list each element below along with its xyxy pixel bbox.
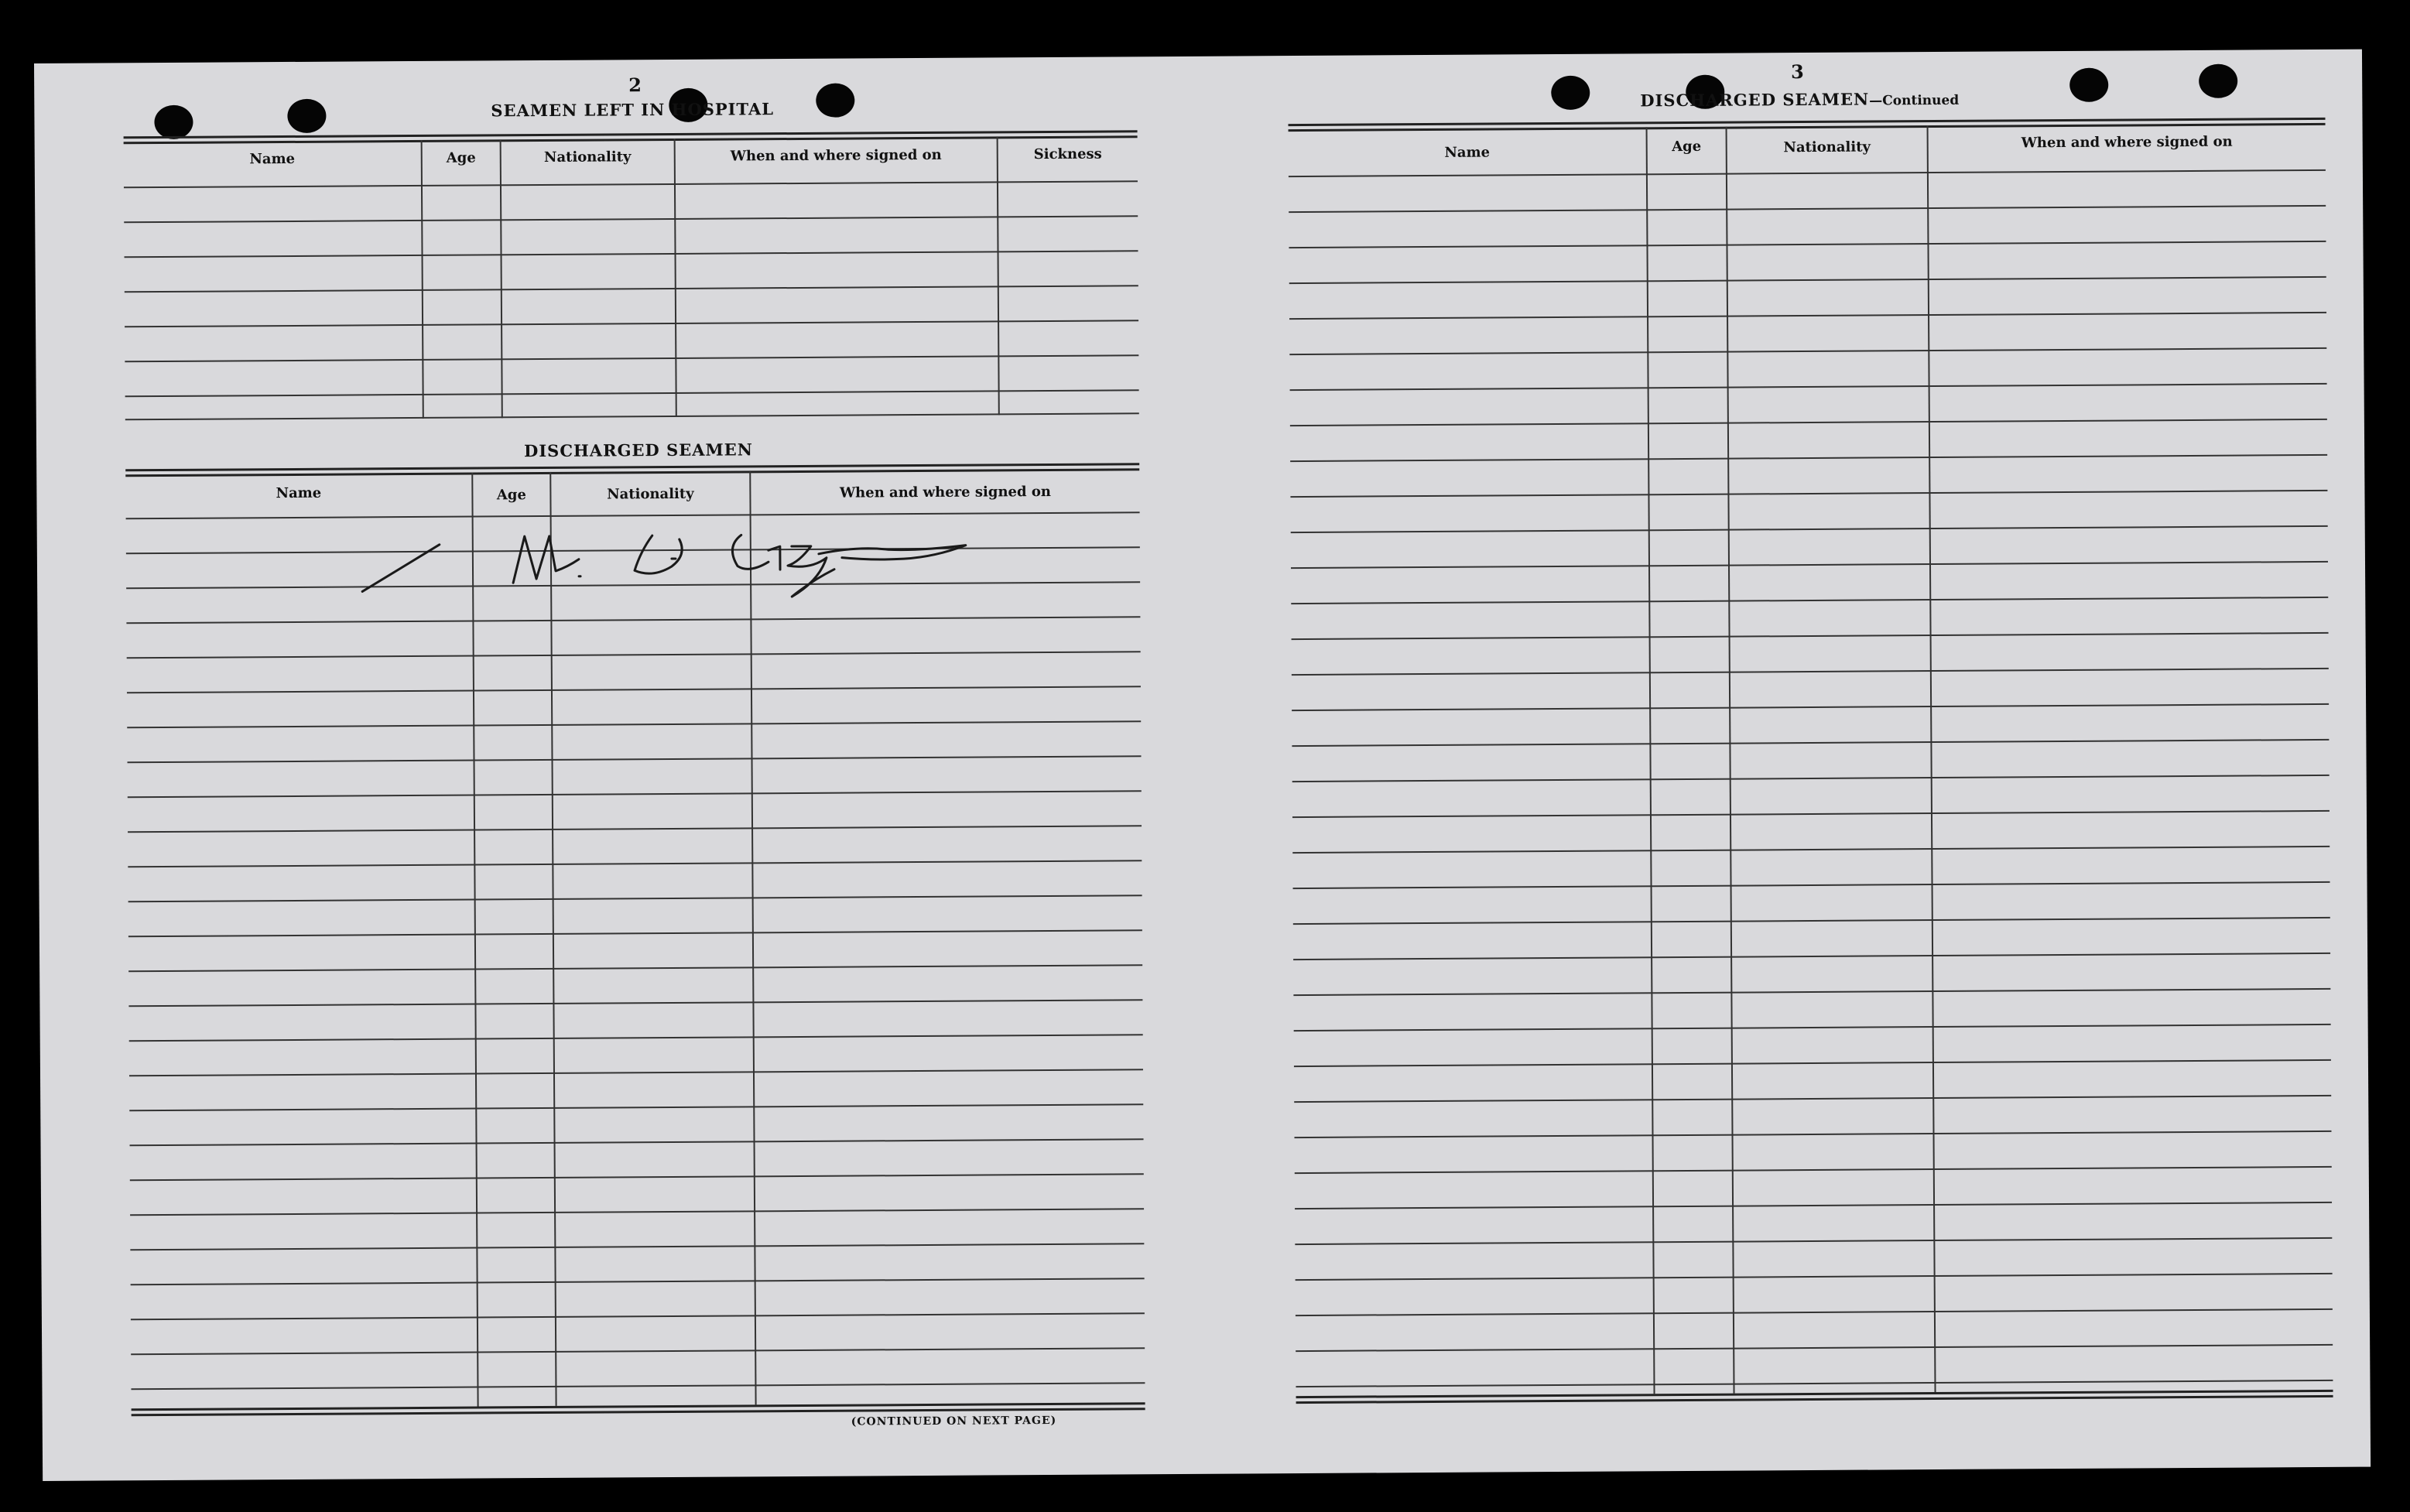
punch-hole-8: [2199, 64, 2237, 98]
discharged-table-left: [125, 463, 1145, 1417]
hospital-section-title: SEAMEN LEFT IN HOSPITAL: [491, 99, 775, 121]
punch-hole-5: [1551, 76, 1590, 110]
punch-hole-4: [816, 84, 854, 118]
discharged-section-title: DISCHARGED SEAMEN: [523, 440, 754, 461]
right-col-name: Name: [1444, 144, 1491, 161]
hospital-col-signed-on: When and where signed on: [730, 146, 942, 165]
page-number-right: 3: [1791, 60, 1804, 84]
punch-hole-1: [154, 105, 193, 139]
discharged-continued-title: [1640, 89, 1959, 111]
punch-hole-2: [287, 99, 326, 133]
handwritten-signature: [347, 503, 982, 607]
discharged-continued-title-suffix: —Continued: [1869, 92, 1960, 109]
discharged-col-nationality: Nationality: [607, 485, 694, 503]
discharged-continued-title-main: DISCHARGED SEAMEN: [1640, 89, 1870, 111]
hospital-col-name: Name: [249, 150, 296, 168]
document-page: [34, 50, 2371, 1481]
hospital-table: [124, 130, 1139, 426]
discharged-col-signed-on: When and where signed on: [839, 483, 1051, 501]
right-col-nationality: Nationality: [1783, 139, 1871, 156]
discharged-table-right: [1289, 118, 2333, 1408]
discharged-col-name: Name: [276, 484, 322, 502]
hospital-col-age: Age: [446, 149, 476, 166]
page-number-left: 2: [628, 74, 642, 97]
discharged-col-age: Age: [496, 487, 526, 504]
hospital-col-nationality: Nationality: [543, 149, 632, 166]
right-col-age: Age: [1672, 138, 1702, 156]
right-col-signed-on: When and where signed on: [2021, 133, 2233, 152]
hospital-col-sickness: Sickness: [1033, 145, 1102, 163]
punch-hole-7: [2069, 68, 2108, 102]
continued-footer: (CONTINUED ON NEXT PAGE): [851, 1414, 1057, 1428]
